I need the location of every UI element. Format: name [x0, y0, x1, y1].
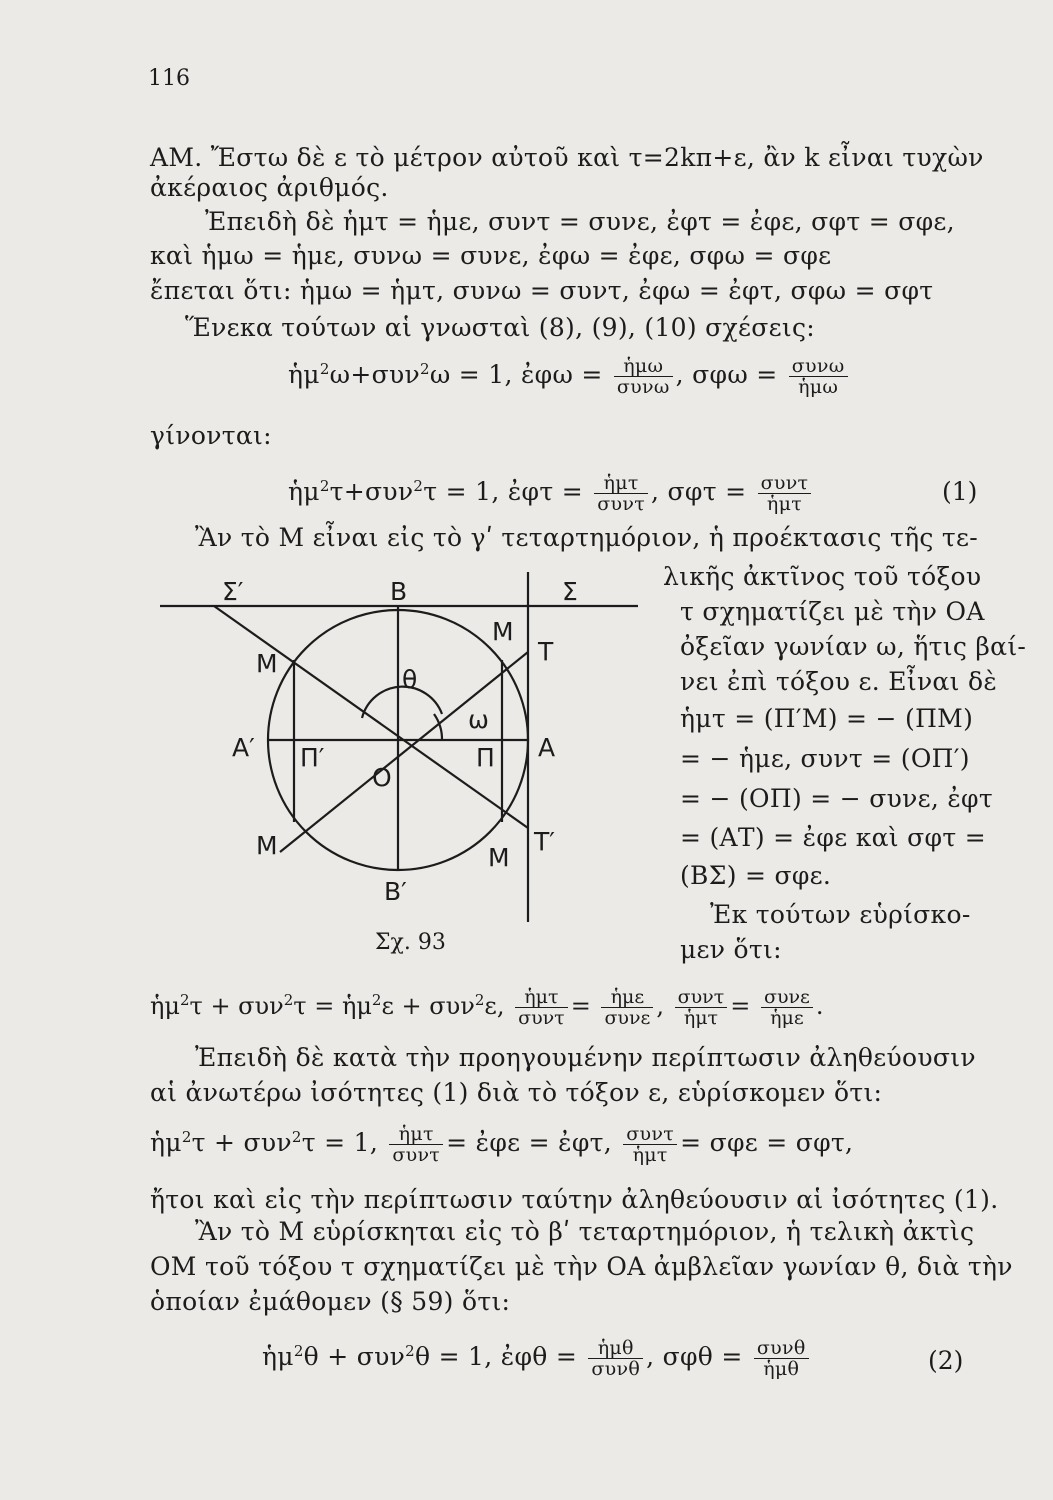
label-m-top-right: Μ: [492, 617, 514, 646]
text-line: Ἐπειδὴ δὲ κατὰ τὴν προηγουμένην περίπτωσιν ἀληθεύουσιν: [195, 1043, 976, 1072]
label-p: Π: [476, 743, 495, 772]
text-line: ὀξεῖαν γωνίαν ω, ἥτις βαί-: [680, 632, 1027, 661]
text-line: ἔπεται ὅτι: ἡμω = ἡμτ, συνω = συντ, ἐφω = ἐφτ, σφω = σφτ: [150, 276, 934, 305]
text-line: μεν ὅτι:: [680, 935, 782, 964]
text-line: Ἂν τὸ Μ εὑρίσκηται εἰς τὸ βʹ τεταρτημόριον, ἡ τελικὴ ἀκτὶς: [195, 1217, 975, 1246]
equation-number-2: (2): [928, 1346, 964, 1375]
label-m-bottom-left: Μ: [256, 831, 278, 860]
text-line: ὁποίαν ἐμάθομεν (§ 59) ὅτι:: [150, 1287, 511, 1316]
text-line: ἡμτ = (Π′Μ) = − (ΠΜ): [680, 704, 974, 733]
equation-omega: ἡμ$^2$ω+συν$^2$ω = 1, ἐφω = $\frac{\text{ἡμω}}{\text{συνω}}$ , σφω = $\frac{\text{συνω}}{\text{ἡμω}}$: [288, 356, 851, 397]
text-line: = − (ΟΠ) = − συνε, ἐφτ: [680, 784, 993, 813]
label-theta: θ: [402, 665, 418, 694]
text-line: Ἕνεκα τούτων αἱ γνωσταὶ (8), (9), (10) σχέσεις:: [185, 313, 815, 342]
text-line: = (ΑΤ) = ἐφε καὶ σφτ =: [680, 823, 986, 852]
text-line: ΑΜ. Ἔστω δὲ ε τὸ μέτρον αὐτοῦ καὶ τ=2kπ+ε, ἂν k εἶναι τυχὼν: [150, 143, 984, 172]
text-line: = − ἡμε, συντ = (ΟΠ′): [680, 744, 970, 773]
text-line: Ἂν τὸ Μ εἶναι εἰς τὸ γʹ τεταρτημόριον, ἡ προέκτασις τῆς τε-: [195, 523, 979, 552]
label-t-prime: Τ′: [534, 827, 555, 856]
label-p-prime: Π′: [300, 743, 325, 772]
page-number: 116: [148, 66, 190, 91]
equation-number-1: (1): [942, 477, 978, 506]
label-s: Σ: [562, 577, 578, 606]
label-b: Β: [390, 577, 408, 606]
text-line: καὶ ἡμω = ἡμε, συνω = συνε, ἐφω = ἐφε, σφω = σφε: [150, 241, 832, 270]
text-line: τ σχηματίζει μὲ τὴν ΟΑ: [680, 597, 985, 626]
text-line: (ΒΣ) = σφε.: [680, 861, 832, 890]
text-line: ΟΜ τοῦ τόξου τ σχηματίζει μὲ τὴν ΟΑ ἀμβλεῖαν γωνίαν θ, διὰ τὴν: [150, 1252, 1013, 1281]
label-a: Α: [538, 733, 556, 762]
text-line: ἤτοι καὶ εἰς τὴν περίπτωσιν ταύτην ἀληθεύουσιν αἱ ἰσότητες (1).: [150, 1185, 999, 1214]
text-line: νει ἐπὶ τόξου ε. Εἶναι δὲ: [680, 667, 998, 696]
label-m-bottom-right: Μ: [488, 843, 510, 872]
label-t: Τ: [538, 637, 554, 666]
equation-tau: ἡμ$^2$τ+συν$^2$τ = 1, ἐφτ = $\frac{\text{ἡμτ}}{\text{συντ}}$ , σφτ = $\frac{\text{συντ}}{\text{ἡμτ}}$: [288, 473, 814, 514]
unit-circle-figure: [150, 560, 650, 930]
equation-result: ἡμ$^2$τ + συν$^2$τ = 1, $\frac{\text{ἡμτ}}{\text{συντ}}$ = ἐφε = ἐφτ, $\frac{\text{συντ}}{\text{ἡμτ}}$ = σφε = σφτ,: [150, 1123, 854, 1166]
equation-identity-epsilon: ἡμ$^2$τ + συν$^2$τ = ἡμ$^2$ε + συν$^2$ε, $\frac{\text{ἡμτ}}{\text{συντ}}$ = $\frac{\text{ἡμε}}{\text{συνε}}$ , $\frac{\text{συντ}}{\text{ἡμτ}}$ = $\frac{\text{συνε}}{\text{ἡμε}}$ .: [150, 986, 824, 1029]
text-line: αἱ ἀνωτέρω ἰσότητες (1) διὰ τὸ τόξον ε, εὑρίσκομεν ὅτι:: [150, 1078, 883, 1107]
figure-caption: Σχ. 93: [375, 930, 446, 955]
text-line: Ἐπειδὴ δὲ ἡμτ = ἡμε, συντ = συνε, ἐφτ = ἐφε, σφτ = σφε,: [205, 207, 955, 236]
label-a-prime: Α′: [232, 733, 255, 762]
equation-theta: ἡμ$^2$θ + συν$^2$θ = 1, ἐφθ = $\frac{\text{ἡμθ}}{\text{συνθ}}$ , σφθ = $\frac{\text{συνθ}}{\text{ἡμθ}}$: [262, 1338, 812, 1379]
text-line: Ἐκ τούτων εὑρίσκο-: [710, 900, 971, 929]
label-m-left: Μ: [256, 649, 278, 678]
label-o: Ο: [372, 763, 392, 792]
text-line: λικῆς ἀκτῖνος τοῦ τόξου: [663, 562, 982, 591]
label-b-prime: Β′: [384, 877, 407, 906]
label-s-prime: Σ′: [222, 577, 244, 606]
text-line: ἀκέραιος ἀριθμός.: [150, 173, 389, 202]
label-omega: ω: [468, 705, 489, 734]
text-line: γίνονται:: [150, 421, 272, 450]
